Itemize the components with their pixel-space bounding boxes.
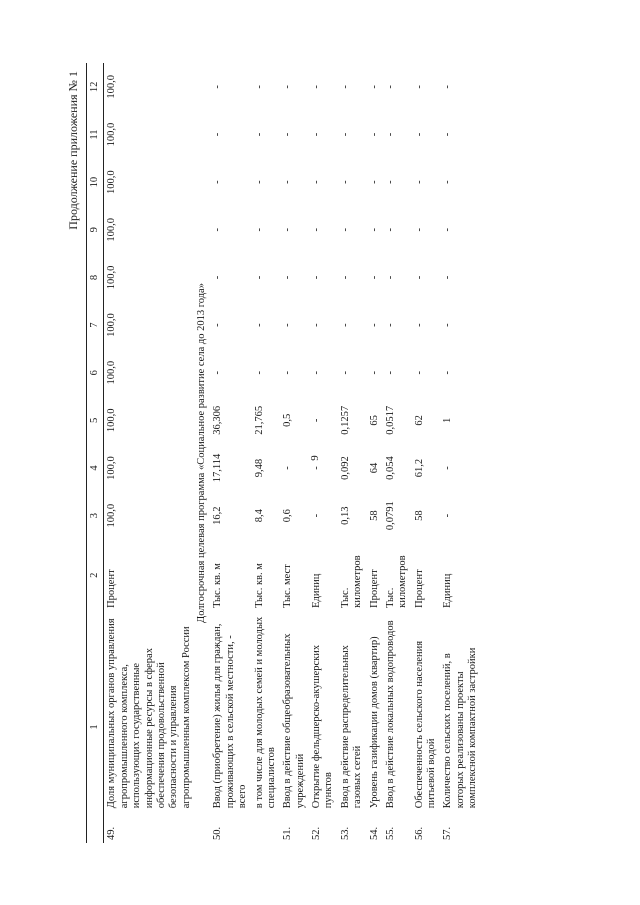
value-cell: - [368,275,380,279]
table-row [412,63,441,843]
value-cell: - [311,418,322,422]
value-cell: - [368,227,380,232]
column-header-7: 7 [87,301,104,349]
table-row [367,63,383,843]
value-cell: - [311,227,322,232]
unit-cell: Тыс. мест [282,563,294,608]
value-cell: - [339,370,351,374]
value-cell: - [413,227,425,232]
value-cell: 100,0 [106,265,118,289]
value-cell: - [368,132,380,136]
value-cell: 0,0517 [384,405,396,435]
value-cell: - [384,179,396,184]
column-header-8: 8 [87,253,104,301]
section-row [195,63,210,843]
value-cell: 61,2 [413,458,425,477]
value-cell: - [282,84,294,89]
value-cell: - [212,132,224,136]
value-cell: 58 [413,509,425,521]
value-cell: - [311,370,322,374]
value-cell: 100,0 [106,360,118,385]
value-cell: - [212,322,224,327]
value-cell: - [384,132,396,136]
program-rows [210,63,481,843]
value-cell: - [212,227,224,232]
value-cell: - [339,227,351,232]
value-cell: - [311,179,322,184]
column-header-10: 10 [87,158,104,206]
row-number: 51. [282,826,294,840]
value-cell: - [212,84,224,89]
value-cell: 62 [413,414,425,426]
column-header-9: 9 [87,205,104,253]
row-number [252,811,281,843]
value-cell: 100,0 [106,503,118,527]
unit-cell: Тыс. кв. м [253,562,265,608]
row-number: 56. [413,826,425,840]
column-header-12: 12 [87,63,104,111]
value-cell: - [442,275,454,279]
row-number: 54. [368,826,380,840]
value-cell: 0,13 [339,505,351,525]
indicator-name: Ввод в действие локальных водопроводов [384,619,396,808]
indicators-table [86,63,482,843]
value-cell: - [282,227,294,232]
rotated-page-content [60,63,580,843]
value-cell: - [282,465,294,470]
value-cell: - [413,84,425,89]
value-cell: - [384,322,396,327]
value-cell: 0,6 [282,508,294,522]
row-number: 52. [311,826,322,840]
value-cell: - [212,370,224,374]
value-cell: - [282,322,294,327]
value-cell: 0,054 [384,455,396,480]
value-cell: 100,0 [106,122,118,146]
table-row [338,63,367,843]
table-row [309,63,338,843]
row-number: 53. [339,826,351,840]
column-header-4: 4 [87,444,104,492]
unit-cell: Тыс. кв. м [212,562,224,608]
unit-cell: Процент [413,568,425,608]
value-cell: - [311,465,322,470]
unit-cell: Единиц [442,573,454,608]
value-cell: - [442,227,454,232]
value-cell: - [339,84,351,89]
indicator-name: Доля муниципальных органов управления агропромышленного комплекса, использующих государственные информационные ресурсы в сферах обеспечения продовольственной безопасности и управления агропромышленным комплексом России [106,617,192,808]
value-cell: 0,5 [282,413,294,427]
unit-cell: Тыс. километров [384,554,409,608]
value-cell: 58 [368,509,380,521]
value-cell: - [384,370,396,374]
value-cell: 21,765 [253,405,265,435]
unit-cell: Тыс. километров [339,554,364,608]
indicator-name: Ввод в действие общеобразовательных учреждений [282,633,306,808]
value-cell: - [311,132,322,136]
value-cell: - [384,84,396,89]
indicator-name: Открытие фельдшерско-акушерских пунктов [311,644,335,808]
value-cell: - [253,275,265,279]
value-cell: - [311,322,322,327]
value-cell: - [253,84,265,89]
value-cell: - [442,179,454,184]
row-number: 49. [106,826,118,840]
unit-cell: Единиц [311,573,322,608]
value-cell: - [253,227,265,232]
value-cell: - [368,322,380,327]
table-row [440,63,481,843]
value-cell: 100,0 [106,74,118,99]
value-cell: - [282,275,294,279]
continuation-heading: Продолжение приложения № 1 [66,70,80,230]
row-number: 55. [384,826,396,840]
value-cell: - [339,322,351,327]
value-cell: - [339,275,351,279]
value-cell: - [413,275,425,279]
value-cell: - [442,322,454,327]
unit-cell: Процент [368,568,380,608]
column-header-5: 5 [87,396,104,444]
column-header-2: 2 [87,539,104,610]
indicator-name: Ввод (приобретение) жилья для граждан, проживающих в сельской местности, - всего [212,623,249,808]
value-cell: - [368,179,380,184]
value-cell: - [253,179,265,184]
value-cell: 100,0 [106,169,118,194]
indicator-name: Ввод в действие распределительных газовых сетей [339,644,364,808]
value-cell: - [253,370,265,374]
value-cell: 9,48 [253,458,265,477]
value-cell: - [311,513,322,517]
value-cell: 8,4 [253,508,265,522]
value-cell: - [253,322,265,327]
indicator-name: в том числе для молодых семей и молодых специалистов [253,616,277,808]
value-cell: - [339,179,351,184]
value-cell: 100,0 [106,455,118,480]
value-cell: - [413,370,425,374]
indicator-name: Обеспеченность сельского населения питьевой водой [413,640,437,808]
value-cell: 100,0 [106,217,118,242]
value-cell: - [282,370,294,374]
table-row [104,63,195,843]
value-cell: - [442,84,454,89]
table-row [252,63,281,843]
value-cell: - [212,179,224,184]
value-cell: - [384,275,396,279]
table-row [280,63,309,843]
value-cell: - [368,370,380,374]
value-cell: 65 [368,414,380,426]
value-cell: - [311,275,322,279]
header-row [87,63,104,843]
value-cell: 16,2 [212,505,224,525]
value-cell: - [282,132,294,136]
value-cell: 17,114 [212,453,224,482]
value-cell: - [442,465,454,470]
page-number: 9 [308,455,321,461]
value-cell: 1 [442,417,454,423]
table-row [383,63,412,843]
column-header-3: 3 [87,491,104,539]
column-header-6: 6 [87,348,104,396]
value-cell: 64 [368,462,380,473]
value-cell: - [413,322,425,327]
value-cell: - [442,132,454,136]
value-cell: - [442,370,454,374]
value-cell: - [212,275,224,279]
value-cell: - [282,179,294,184]
value-cell: 100,0 [106,312,118,337]
value-cell: - [311,84,322,89]
indicator-name: Уровень газификации домов (квартир) [368,635,380,808]
value-cell: 100,0 [106,408,118,432]
value-cell: - [384,227,396,232]
value-cell: 0,092 [339,455,351,480]
value-cell: - [413,132,425,136]
unit-cell: Процент [106,568,118,608]
row-number: 50. [212,826,224,840]
value-cell: - [339,132,351,136]
value-cell: - [253,132,265,136]
row-number: 57. [442,826,454,840]
section-title: Долгосрочная целевая программа «Социальное развитие села до 2013 года» [196,282,207,623]
column-header-11: 11 [87,110,104,158]
indicator-name: Количество сельских поселений, в которых реализованы проекты комплексной компактной застройки [442,647,479,808]
table-row [210,63,251,843]
value-cell: 0,1257 [339,405,351,435]
value-cell: 36,306 [212,405,224,435]
value-cell: 0,0791 [384,500,396,530]
value-cell: - [368,84,380,89]
column-header-1: 1 [87,610,104,842]
value-cell: - [442,513,454,517]
value-cell: - [413,179,425,184]
